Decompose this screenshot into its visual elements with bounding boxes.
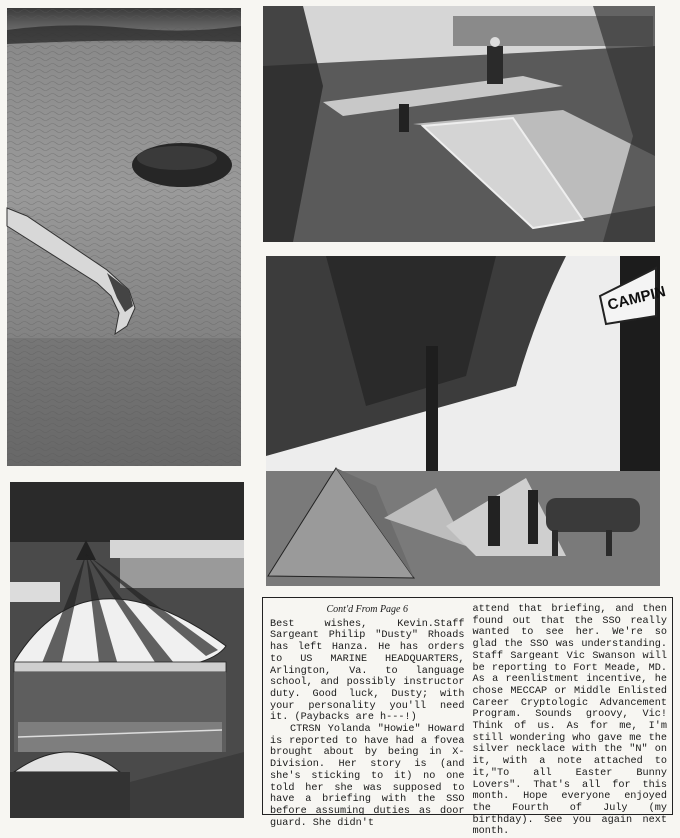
camp-scene-image bbox=[266, 256, 668, 586]
photo-miniature-golf bbox=[263, 6, 655, 242]
campsite-sign: CAMPIN bbox=[605, 283, 668, 314]
article-text-box bbox=[262, 597, 673, 838]
golf-scene-image bbox=[263, 6, 655, 242]
water-scene-image bbox=[7, 8, 241, 466]
article-column-right bbox=[472, 604, 668, 838]
article-column-left bbox=[270, 604, 465, 829]
continued-from-label: Cont'd From Page 6 bbox=[326, 604, 408, 615]
photo-carousel bbox=[10, 482, 244, 818]
photo-camping bbox=[266, 256, 668, 586]
article-paragraph: CTRSN Yolanda "Howie" Howard is reported to have had a fovea brought about by being in X-Division. Her story is (and she's sticking to it) no one told her she was supposed to have a briefing with the SSO before assuming duties as door guard. She didn't bbox=[270, 724, 465, 829]
carousel-scene-image bbox=[10, 482, 244, 818]
article-paragraph: Best wishes, Kevin.Staff Sargeant Philip "Dusty" Rhoads has left Hanza. He has orders to US MARINE HEADQUARTERS, Arlington, Va. to language school, and possibly instructor duty. Good luck, Dusty; with your personality you'll need it. (Paybacks are h---!) bbox=[270, 618, 465, 724]
photo-water-rock bbox=[7, 8, 241, 466]
article-paragraph: attend that briefing, and then found out that the SSO really wanted to see her. We're so glad the SSO was understanding. Staff Sargeant Vic Swanson will be reporting to Fort Meade, MD. As a reenlistment incentive, he chose MECCAP or Middle Enlisted Career Cryptologic Advancement Program. Sounds groovy, Vic! Think of us. As for me, I'm still wondering who gave me the silver necklace with the "N" on it, with a note attached to it,"To all Easter Bunny Lovers". That's all for this month. Hope everyone enjoyed the Fourth of July (my birthday). See you again next month. bbox=[472, 604, 667, 838]
